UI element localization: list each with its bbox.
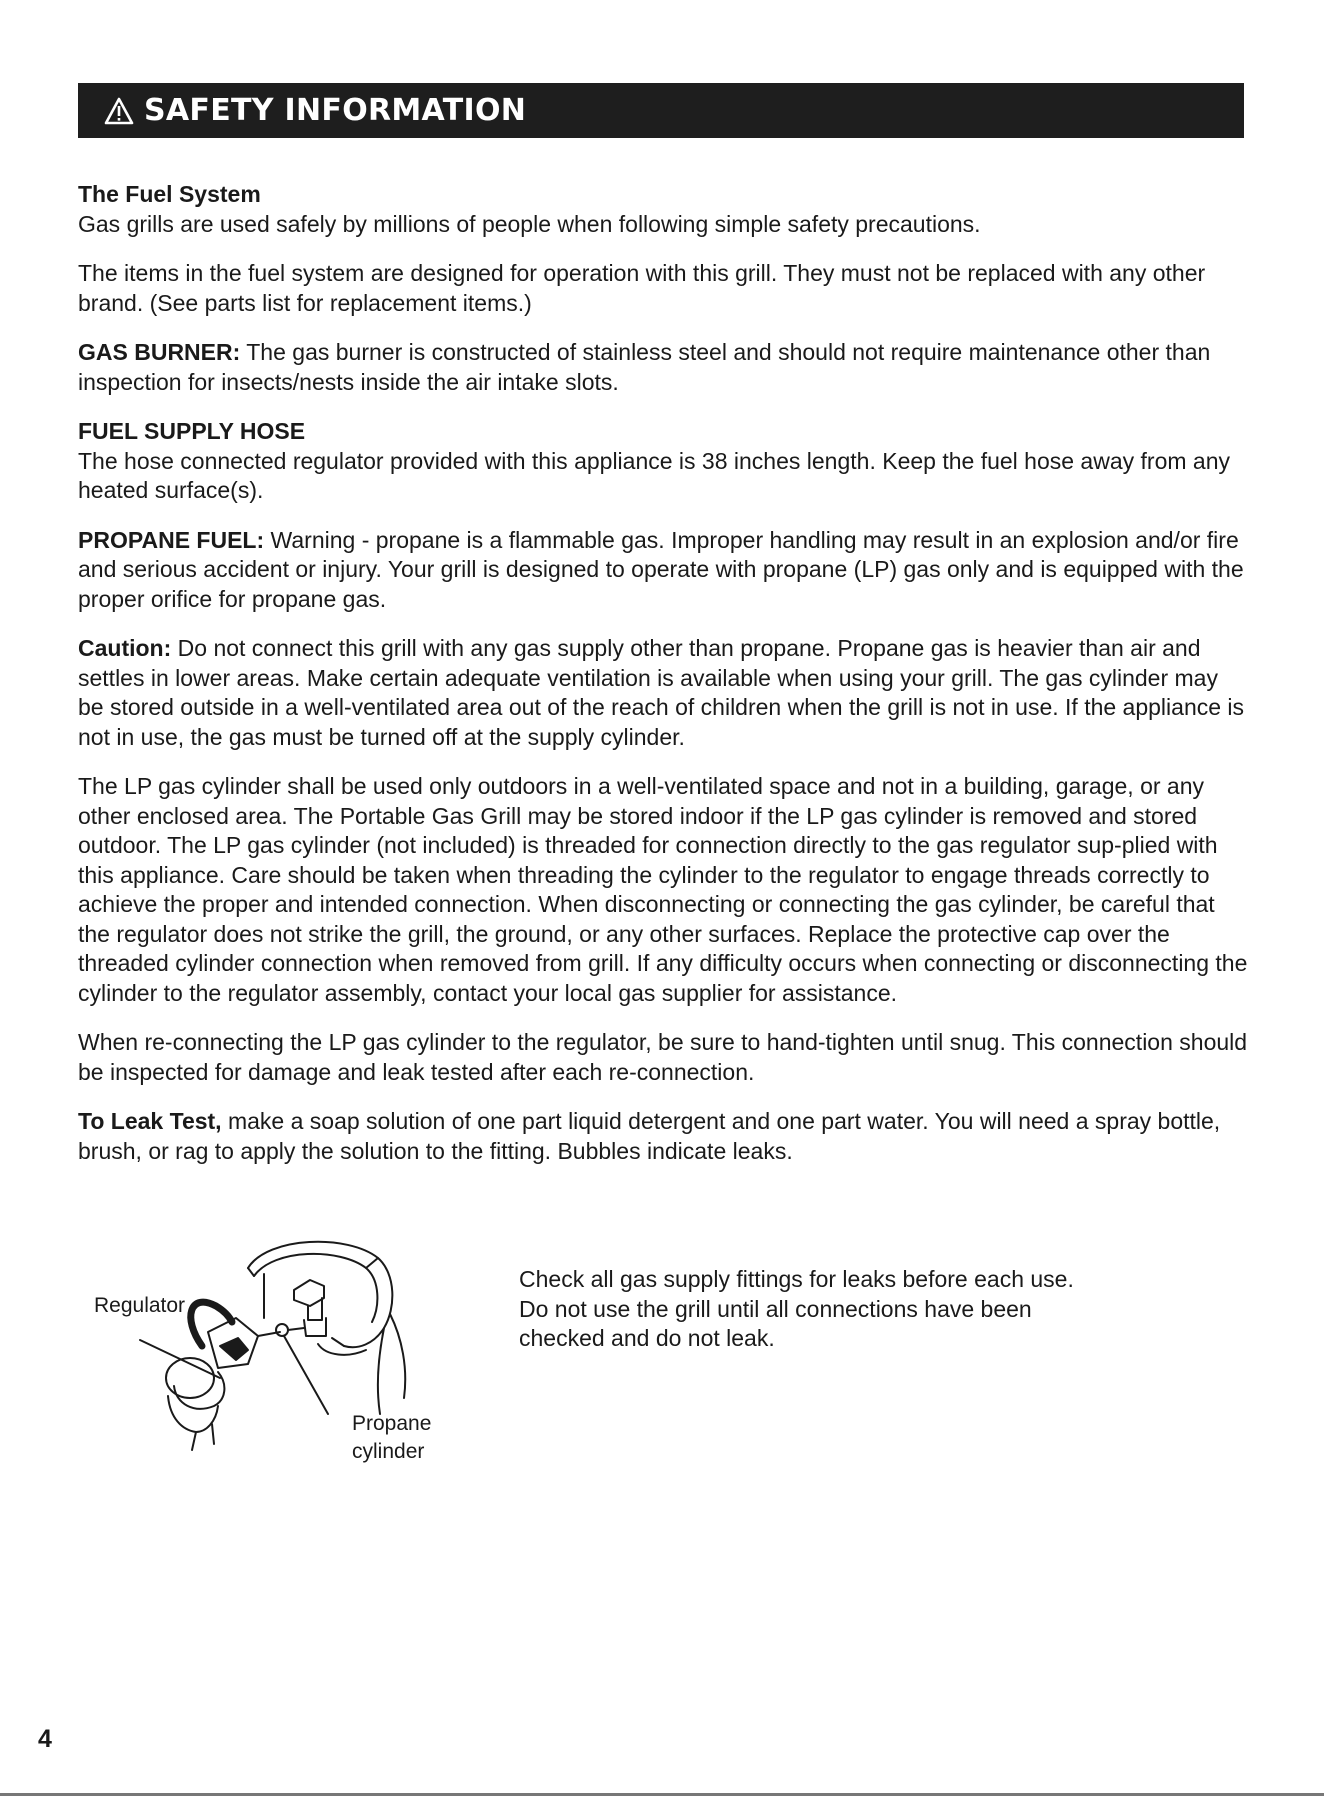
propane-label-line1: Propane [352,1412,432,1435]
warning-triangle-icon [104,97,134,125]
regulator-label: Regulator [94,1294,186,1317]
propane-paragraph [78,526,1248,615]
caution-lead: Caution: [78,635,172,661]
gas-burner-text: The gas burner is constructed of stainless steel and should not require maintenance other than inspection for insects/nests inside the air intake slots. [78,339,1211,395]
hose-paragraph [78,417,1248,506]
check-fittings-text: Check all gas supply fittings for leaks before each use. Do not use the grill until all connections have been checked and do not leak. [519,1266,1074,1351]
page-number: 4 [38,1725,52,1753]
section-title: SAFETY INFORMATION [144,93,527,128]
safety-content [78,180,1248,1186]
propane-text: Warning - propane is a flammable gas. Improper handling may result in an explosion and/or fire and serious accident or injury. Your grill is designed to operate with propane (LP) gas only and is equipped with the proper orifice for propane gas. [78,526,1244,612]
fuel-system-text: Gas grills are used safely by millions of people when following simple safety precautions. [78,210,981,237]
caution-paragraph [78,634,1248,752]
reconnect-paragraph: When re-connecting the LP gas cylinder to the regulator, be sure to hand-tighten until snug. This connection should be inspected for damage and leak tested after each re-connection. [78,1029,1248,1085]
hose-text: The hose connected regulator provided with this appliance is 38 inches length. Keep the fuel hose away from any heated surface(s). [78,447,1230,503]
leak-test-lead: To Leak Test, [78,1108,222,1134]
leak-test-text: make a soap solution of one part liquid detergent and one part water. You will need a spray bottle, brush, or rag to apply the solution to the fitting. Bubbles indicate leaks. [78,1108,1221,1164]
propane-label-line2: cylinder [352,1440,425,1463]
caution-text: Do not connect this grill with any gas supply other than propane. Propane gas is heavier than air and settles in lower areas. Make certain adequate ventilation is available when using your grill. The gas cylinder may be stored outside in a well-ventilated area out of the reach of children when the grill is not in use. If the appliance is not in use, the gas must be turned off at the supply cylinder. [78,635,1245,750]
section-header-bar [78,83,1244,138]
leak-test-paragraph [78,1107,1248,1166]
regulator-cylinder-figure [78,1218,478,1478]
propane-lead: PROPANE FUEL: [78,526,265,553]
items-paragraph: The items in the fuel system are designed for operation with this grill. They must not be replaced with any other brand. (See parts list for replacement items.) [78,260,1206,316]
gas-burner-paragraph [78,338,1248,397]
hose-heading: FUEL SUPPLY HOSE [78,418,306,444]
fuel-system-heading: The Fuel System [78,181,261,207]
gas-burner-lead: GAS BURNER: [78,339,241,365]
fuel-system-paragraph [78,180,1248,239]
lp-cylinder-paragraph: The LP gas cylinder shall be used only outdoors in a well-ventilated space and not in a building, garage, or any other enclosed area. The Portable Gas Grill may be stored indoor if the LP gas cylinder is removed and stored outdoor. The LP gas cylinder (not included) is threaded for connection directly to the gas regulator sup-plied with this appliance. Care should be taken when threading the cylinder to the regulator to engage threads correctly to achieve the proper and intended connection. When disconnecting or connecting the gas cylinder, be careful that the regulator does not strike the grill, the ground, or any other surfaces. Replace the protective cap over the threaded cylinder connection when removed from grill. If any difficulty occurs when connecting or disconnecting the cylinder to the regulator assembly, contact your local gas supplier for assistance. [78,773,1248,1006]
